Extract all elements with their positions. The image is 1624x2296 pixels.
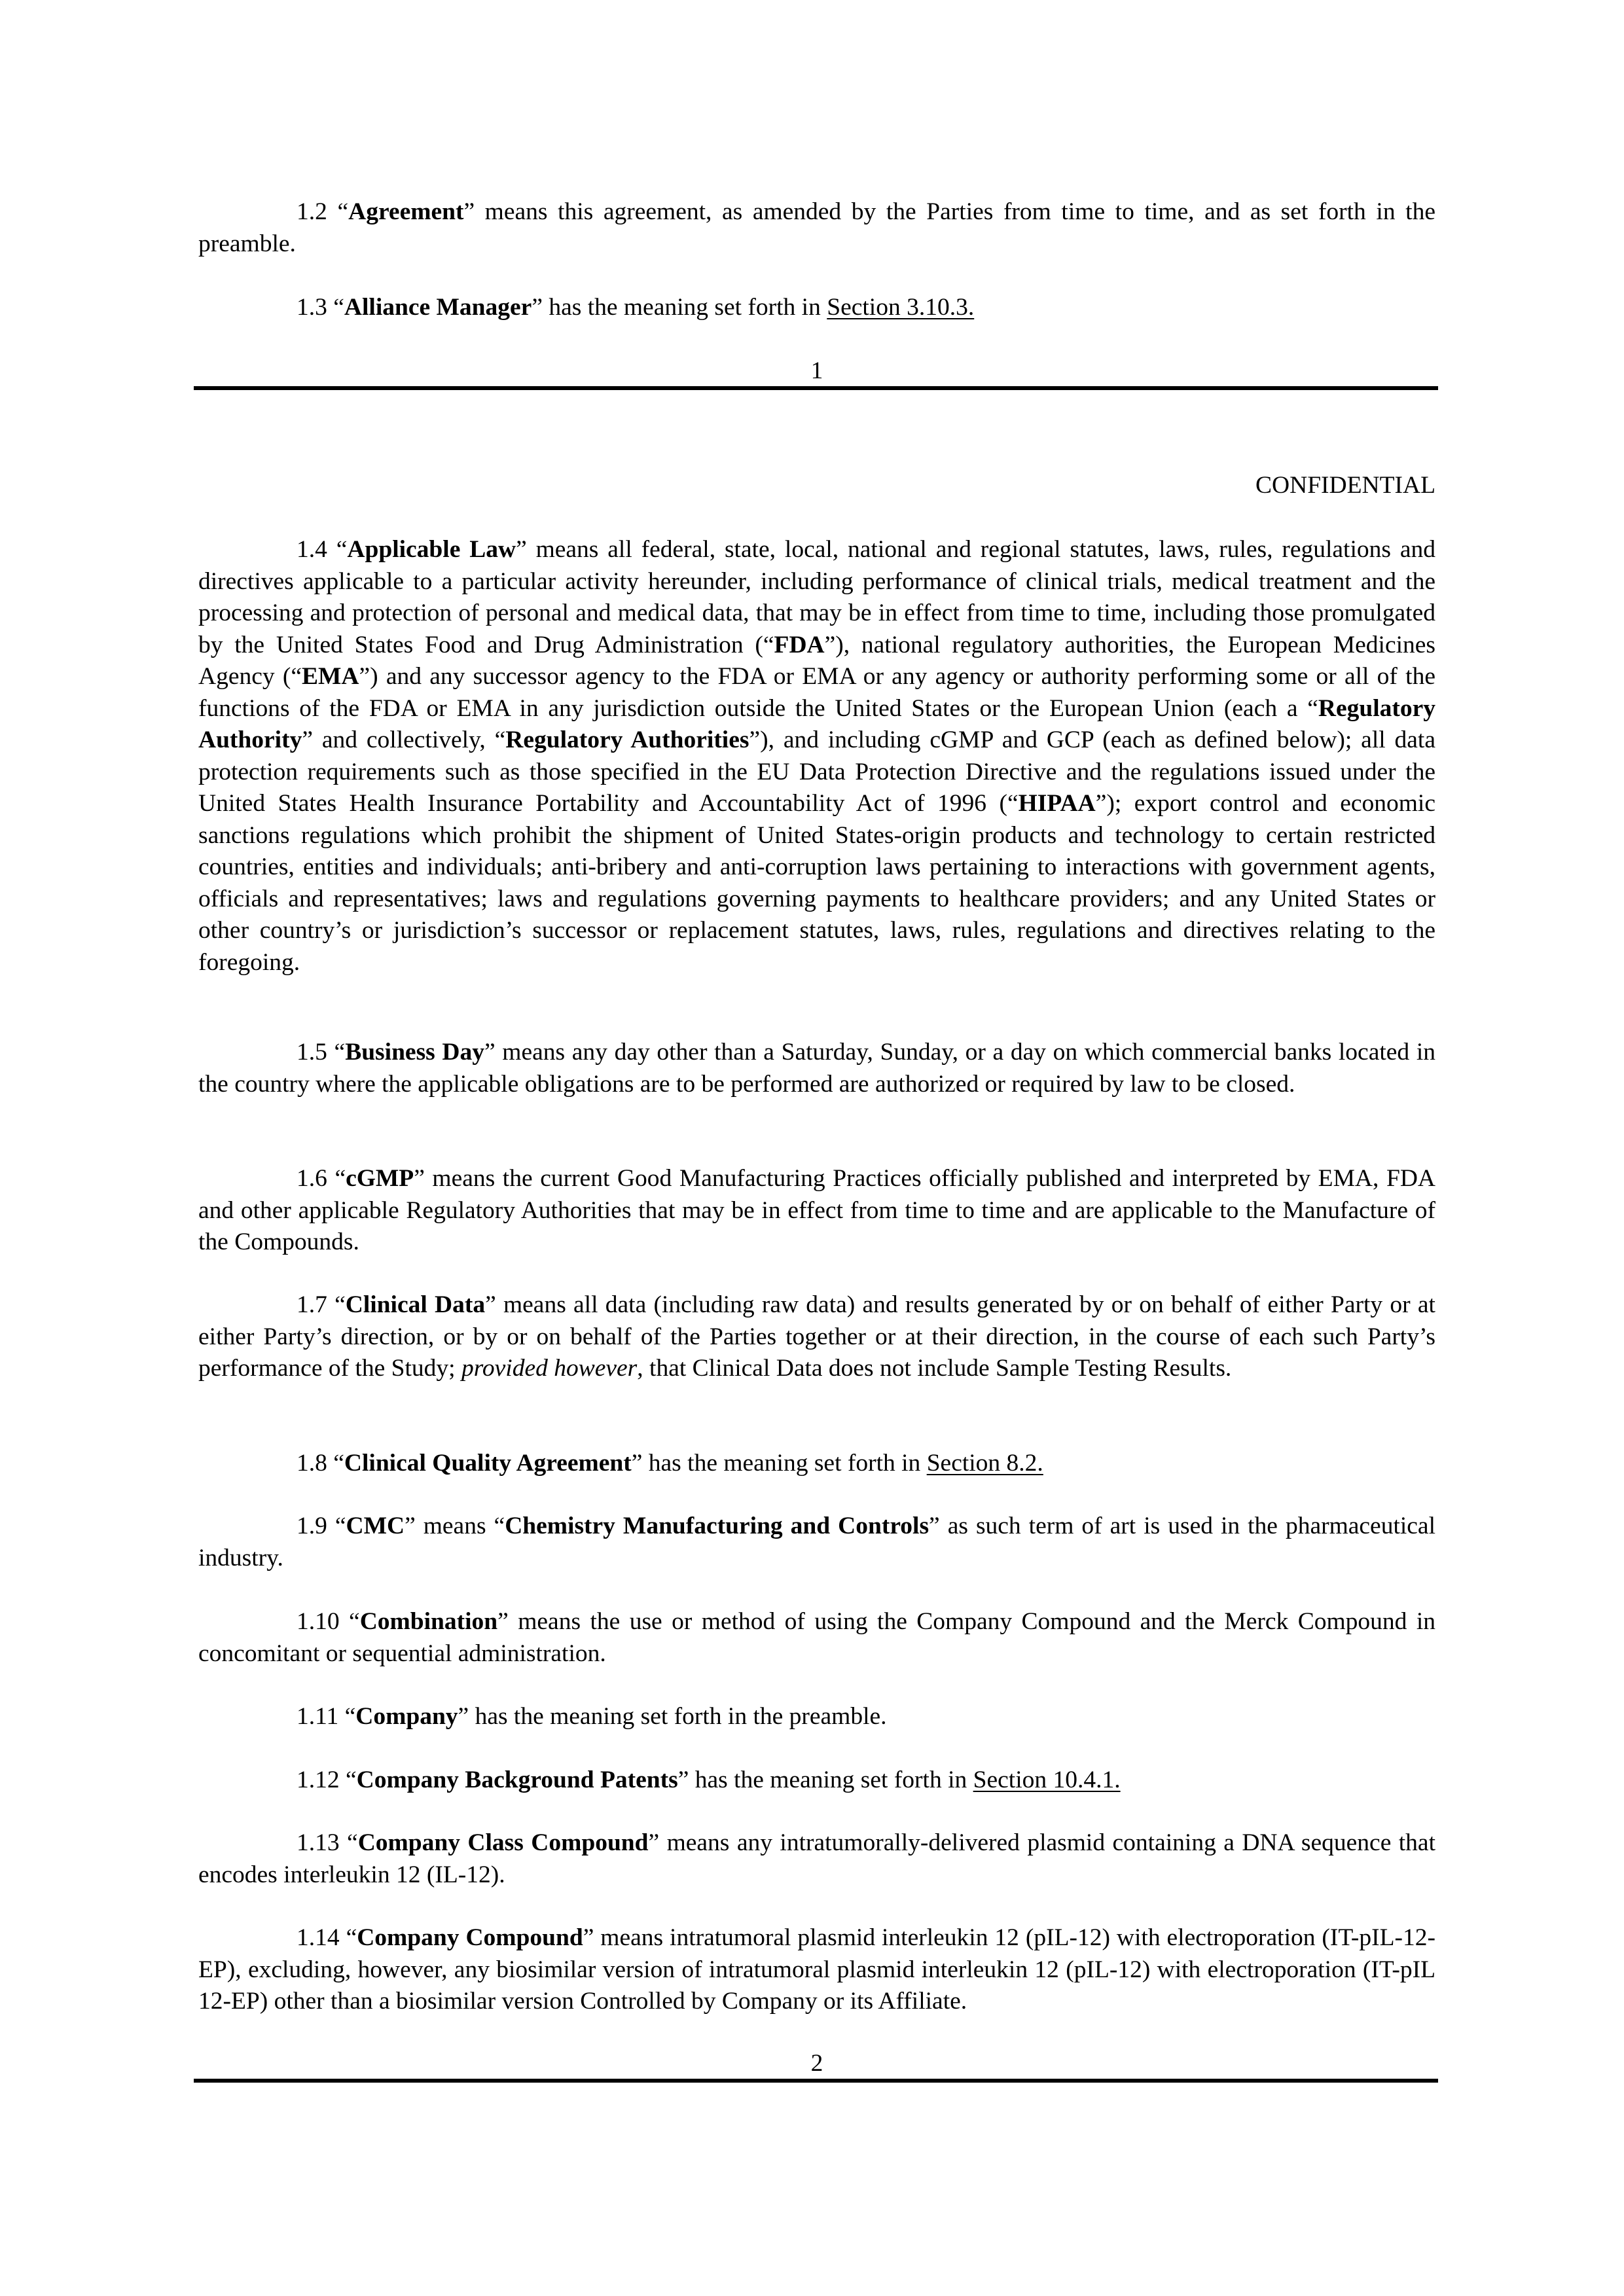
paragraph-1-13: 1.13 “Company Class Compound” means any intratumorally-delivered plasmid containing a DNA sequence that encodes interleukin 12 (IL-12).: [198, 1829, 1435, 1888]
section-number: 1.3: [297, 294, 327, 321]
definition-text: ” has the meaning set forth in: [532, 294, 827, 321]
section-reference: Section 10.4.1.: [973, 1767, 1121, 1793]
defined-term: Chemistry Manufacturing and Controls: [505, 1513, 929, 1539]
page-divider-1: [194, 386, 1438, 390]
defined-term: HIPAA: [1018, 790, 1096, 817]
defined-term: Company Background Patents: [356, 1767, 678, 1793]
paragraph-1-5: 1.5 “Business Day” means any day other than a Saturday, Sunday, or a day on which commercial banks located in the country where the applicable obligations are to be performed are authorized or required by law to be closed.: [198, 1039, 1435, 1098]
definition-text: ” means any day other than a Saturday, Sunday, or a day on which commercial banks located in the country where the applicable obligations are to be performed are authorized or required by law to be closed.: [198, 1039, 1435, 1098]
definition-text: ” means this agreement, as amended by the Parties from time to time, and as set forth in the preamble.: [198, 198, 1435, 257]
section-number: 1.12: [297, 1767, 340, 1793]
definition-text: ” means the use or method of using the Company Compound and the Merck Compound in concomitant or sequential administration.: [198, 1608, 1435, 1667]
section-number: 1.10: [297, 1608, 340, 1635]
definition-text: ” has the meaning set forth in the preamble.: [458, 1703, 887, 1730]
defined-term: FDA: [774, 631, 825, 658]
paragraph-1-6: 1.6 “cGMP” means the current Good Manufacturing Practices officially published and interpreted by EMA, FDA and other applicable Regulatory Authorities that may be in effect from time to time and are applicable to the Manufacture of the Compounds.: [198, 1165, 1435, 1255]
definition-text: ” means all data (including raw data) and results generated by or on behalf of either Party or at either Party’s direction, or by or on behalf of the Parties together or at their direction, in the course of each such Party’s performance of the Study;: [198, 1291, 1435, 1382]
defined-term: Regulatory Authorities: [505, 726, 749, 753]
section-number: 1.7: [297, 1291, 327, 1318]
page-divider-2: [194, 2079, 1438, 2083]
defined-term: Company: [355, 1703, 458, 1730]
defined-term: Agreement: [348, 198, 464, 225]
paragraph-1-7: 1.7 “Clinical Data” means all data (including raw data) and results generated by or on behalf of either Party or at either Party’s direction, or by or on behalf of the Parties together or at their direction, in the course of each such Party’s performance of the Study; provided however, that Clinical Data does not include Sample Testing Results.: [198, 1291, 1435, 1382]
paragraph-1-4: 1.4 “Applicable Law” means all federal, state, local, national and regional statutes, laws, rules, regulations and directives applicable to a particular activity hereunder, including performance of clinical trials, medical treatment and the processing and protection of personal and medical data, that may be in effect from time to time, including those promulgated by the United States Food and Drug Administration (“FDA”), national regulatory authorities, the European Medicines Agency (“EMA”) and any successor agency to the FDA or EMA or any agency or authority performing some or all of the functions of the FDA or EMA in any jurisdiction outside the United States or the European Union (each a “Regulatory Authority” and collectively, “Regulatory Authorities”), and including cGMP and GCP (each as defined below); all data protection requirements such as those specified in the EU Data Protection Directive and the regulations issued under the United States Health Insurance Portability and Accountability Act of 1996 (“HIPAA”); export control and economic sanctions regulations which prohibit the shipment of United States-origin products and technology to certain restricted countries, entities and individuals; anti-bribery and anti-corruption laws pertaining to interactions with government agents, officials and representatives; laws and regulations governing payments to healthcare providers; and any United States or other country’s or jurisdiction’s successor or replacement statutes, laws, rules, regulations and directives relating to the foregoing.: [198, 536, 1436, 976]
paragraph-1-2: 1.2 “Agreement” means this agreement, as amended by the Parties from time to time, and as set forth in the preamble.: [198, 198, 1435, 257]
definition-text: ” has the meaning set forth in: [677, 1767, 973, 1793]
defined-term: Regulatory Authority: [198, 694, 1435, 753]
section-reference: Section 8.2.: [926, 1450, 1043, 1477]
paragraph-1-9: 1.9 “CMC” means “Chemistry Manufacturing and Controls” as such term of art is used in the pharmaceutical industry.: [198, 1513, 1435, 1571]
defined-term: CMC: [346, 1513, 405, 1539]
section-number: 1.2: [297, 198, 327, 225]
defined-term: Company Class Compound: [357, 1829, 649, 1856]
section-number: 1.14: [297, 1924, 340, 1951]
defined-term: Business Day: [345, 1039, 484, 1066]
page-number-1: 1: [810, 357, 823, 384]
page-number-2: 2: [810, 2050, 823, 2077]
definition-text: ” means intratumoral plasmid interleukin 12 (pIL-12) with electroporation (IT-pIL-12-EP), excluding, however, any biosimilar version of intratumoral plasmid interleukin 12 (pIL-12) with electroporation (IT-pIL 12-EP) other than a biosimilar version Controlled by Company or its Affiliate.: [198, 1924, 1435, 2015]
section-number: 1.6: [297, 1165, 327, 1192]
paragraph-1-11: 1.11 “Company” has the meaning set forth in the preamble.: [297, 1703, 887, 1730]
defined-term: Clinical Data: [345, 1291, 486, 1318]
defined-term: Alliance Manager: [344, 294, 532, 321]
definition-text: ” means the current Good Manufacturing Practices officially published and interpreted by EMA, FDA and other applicable Regulatory Authorities that may be in effect from time to time and are applicable to the Manufacture of the Compounds.: [198, 1165, 1435, 1255]
defined-term: cGMP: [346, 1165, 414, 1192]
section-number: 1.9: [297, 1513, 327, 1539]
paragraph-1-3: 1.3 “Alliance Manager” has the meaning set forth in Section 3.10.3.: [297, 294, 975, 321]
paragraph-1-10: 1.10 “Combination” means the use or method of using the Company Compound and the Merck Compound in concomitant or sequential administration.: [198, 1608, 1435, 1667]
section-reference: Section 3.10.3.: [827, 294, 975, 321]
section-number: 1.4: [297, 536, 327, 563]
section-number: 1.13: [297, 1829, 340, 1856]
paragraph-1-12: 1.12 “Company Background Patents” has the meaning set forth in Section 10.4.1.: [297, 1767, 1121, 1793]
section-number: 1.5: [297, 1039, 327, 1066]
definition-text: ” means any intratumorally-delivered plasmid containing a DNA sequence that encodes interleukin 12 (IL-12).: [198, 1829, 1435, 1888]
section-number: 1.11: [297, 1703, 339, 1730]
section-number: 1.8: [297, 1450, 327, 1477]
confidential-header: CONFIDENTIAL: [1255, 472, 1435, 499]
italic-phrase: provided however: [461, 1355, 638, 1382]
paragraph-1-14: 1.14 “Company Compound” means intratumoral plasmid interleukin 12 (pIL-12) with electroporation (IT-pIL-12-EP), excluding, however, any biosimilar version of intratumoral plasmid interleukin 12 (pIL-12) with electroporation (IT-pIL 12-EP) other than a biosimilar version Controlled by Company or its Affiliate.: [198, 1924, 1435, 2015]
definition-text: ” as such term of art is used in the pharmaceutical industry.: [198, 1513, 1435, 1571]
paragraph-1-8: 1.8 “Clinical Quality Agreement” has the meaning set forth in Section 8.2.: [297, 1450, 1043, 1477]
defined-term: Company Compound: [357, 1924, 583, 1951]
defined-term: Applicable Law: [347, 536, 516, 563]
defined-term: Clinical Quality Agreement: [344, 1450, 632, 1477]
definition-text: , that Clinical Data does not include Sample Testing Results.: [637, 1355, 1232, 1382]
defined-term: Combination: [359, 1608, 498, 1635]
definition-text: ” has the meaning set forth in: [631, 1450, 927, 1477]
defined-term: EMA: [302, 663, 359, 690]
